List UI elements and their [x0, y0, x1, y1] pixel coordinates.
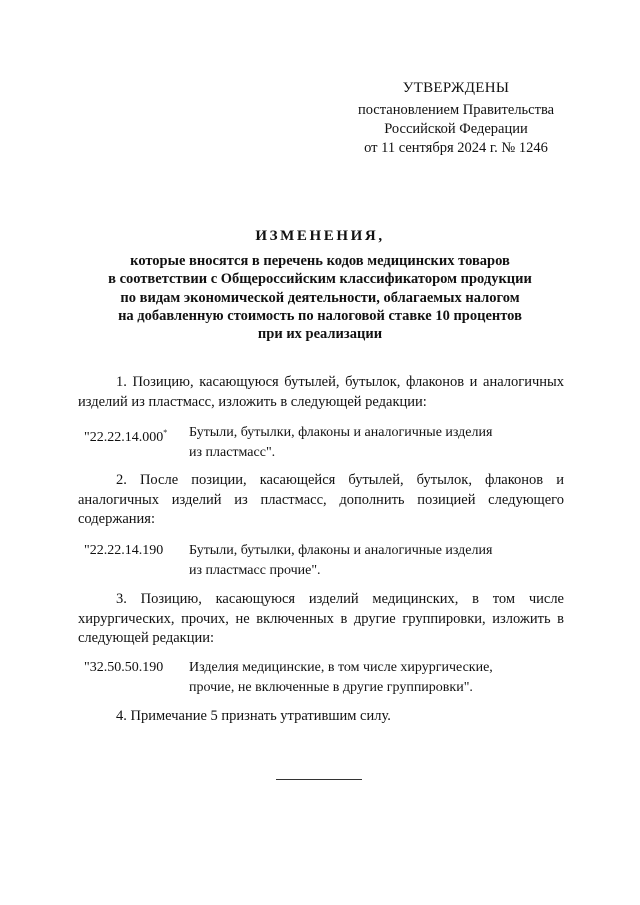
approval-title: УТВЕРЖДЕНЫ: [402, 80, 510, 96]
document-subheading: [60, 252, 580, 343]
description-line: Бутыли, бутылки, флаконы и аналогичные изделия: [189, 425, 493, 440]
item-4-paragraph: 4. Примечание 5 признать утратившим силу.: [116, 708, 391, 724]
item-1-description: [189, 423, 569, 462]
approval-line-1: постановлением Правительства: [357, 102, 555, 118]
item-1-paragraph: 1. Позицию, касающуюся бутылей, бутылок, флаконов и аналогичных изделий из пластмасс, изложить в следующей редакции:: [78, 374, 564, 410]
item-3-paragraph: 3. Позицию, касающуюся изделий медицинских, в том числе хирургических, прочих, не включенных в другие группировки, изложить в следующей редакции:: [78, 591, 564, 646]
item-2-code: "22.22.14.190: [84, 543, 164, 558]
item-2-description: [189, 541, 569, 580]
subheading-line: по видам экономической деятельности, облагаемых налогом: [120, 289, 520, 306]
item-2-paragraph: 2. После позиции, касающейся бутылей, бутылок, флаконов и аналогичных изделий из пластмасс, дополнить позицией следующего содержания:: [78, 472, 564, 527]
item-3-code: "32.50.50.190: [84, 660, 164, 675]
approval-line-2: Российской Федерации: [384, 121, 528, 137]
item-1-code-mark: *: [163, 428, 168, 437]
end-separator: [276, 779, 362, 780]
subheading-line: которые вносятся в перечень кодов медицинских товаров: [130, 253, 510, 269]
item-1-code-value: "22.22.14.000: [84, 430, 164, 445]
item-3-description: [189, 658, 569, 697]
description-line: прочие, не включенные в другие группировки".: [189, 679, 473, 695]
description-line: Изделия медицинские, в том числе хирургические,: [189, 660, 493, 675]
subheading-line: при их реализации: [257, 326, 383, 343]
subheading-line: в соответствии с Общероссийским классификатором продукции: [108, 271, 532, 288]
approval-line-3: от 11 сентября 2024 г. № 1246: [364, 140, 548, 156]
description-line: из пластмасс прочие".: [189, 562, 321, 578]
document-heading: ИЗМЕНЕНИЯ,: [255, 228, 385, 244]
approval-block: [346, 79, 566, 158]
description-line: Бутыли, бутылки, флаконы и аналогичные изделия: [189, 543, 493, 558]
description-line: из пластмасс".: [189, 444, 276, 460]
item-1-code: [84, 423, 167, 448]
subheading-line: на добавленную стоимость по налоговой ставке 10 процентов: [118, 307, 522, 324]
